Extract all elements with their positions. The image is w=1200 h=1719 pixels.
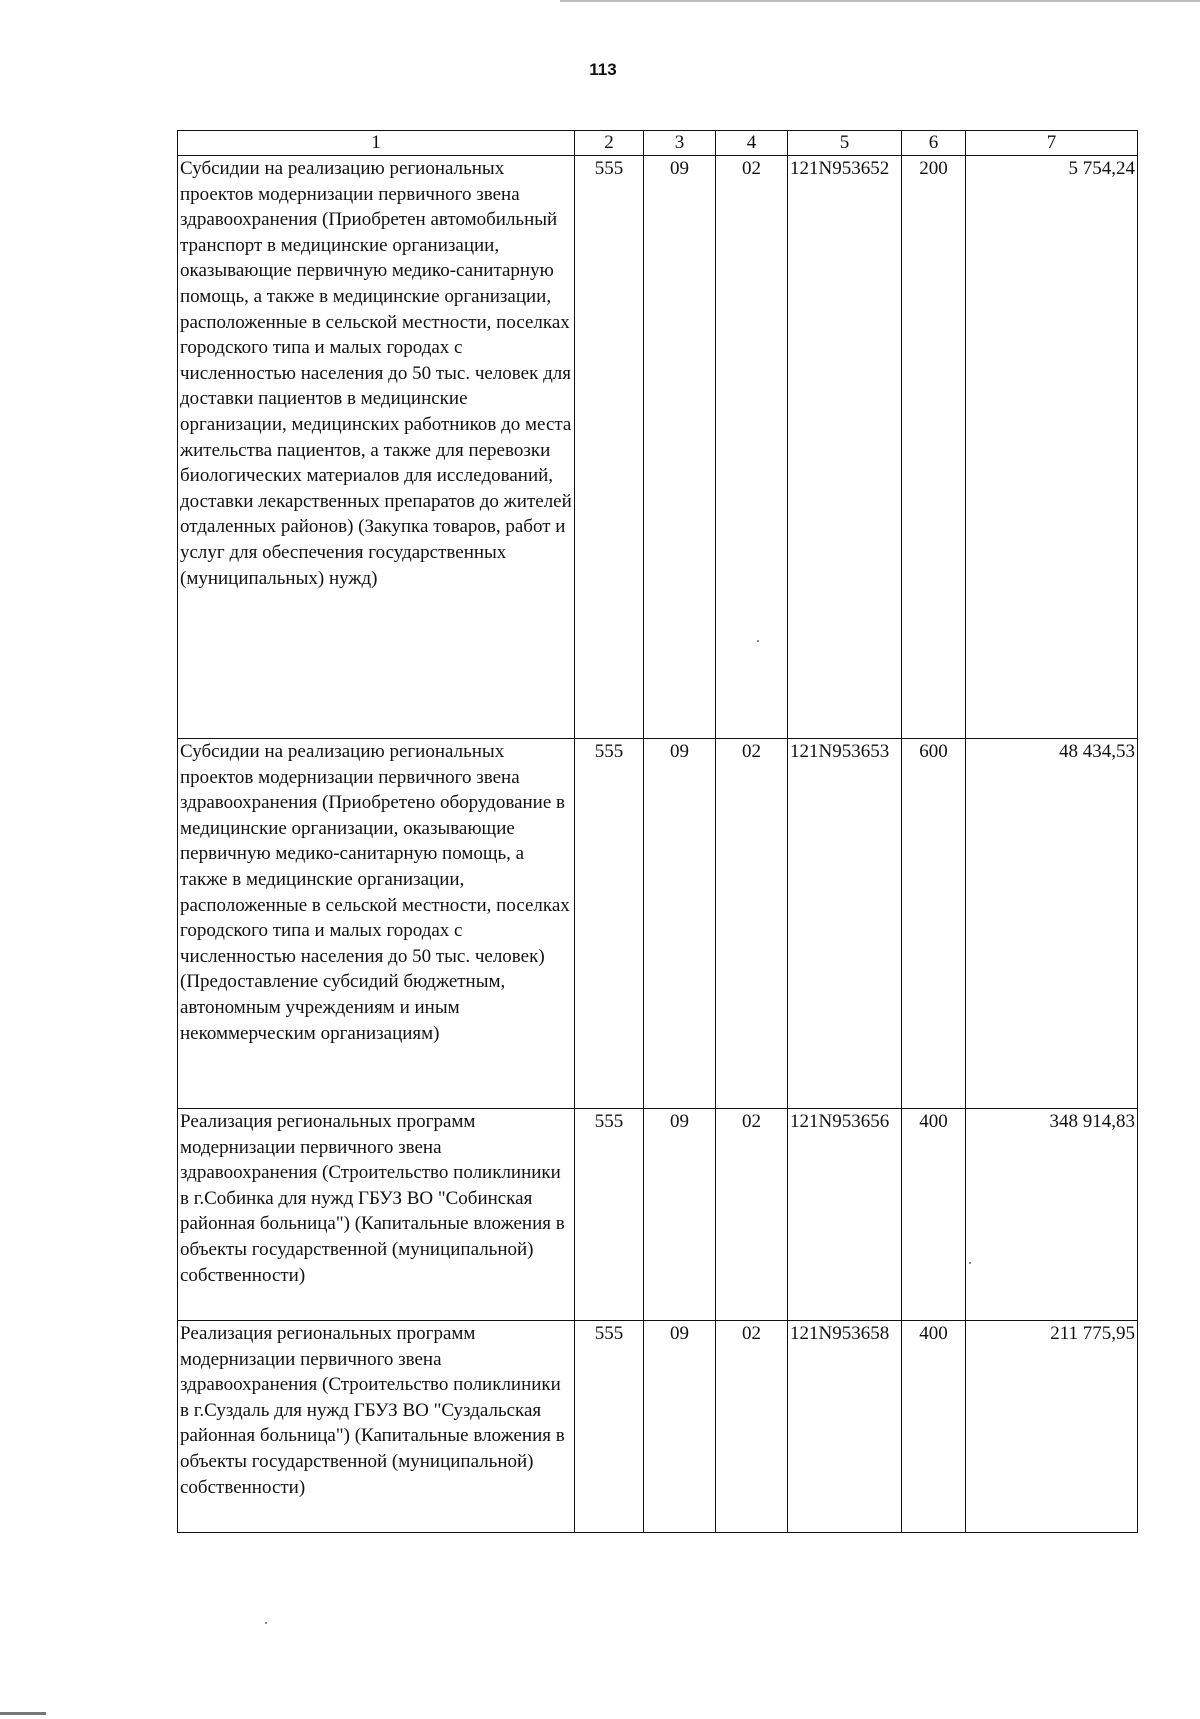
table-row (178, 1109, 1138, 1321)
header-col-7: 7 (966, 131, 1138, 156)
page-number: 113 (589, 60, 617, 79)
header-col-4: 4 (716, 131, 788, 156)
row-target-article: 121N953652 (788, 156, 902, 739)
header-col-3: 3 (644, 131, 716, 156)
scan-speck (969, 1262, 971, 1264)
header-row (178, 131, 1138, 156)
header-col-2: 2 (575, 131, 644, 156)
table-row (178, 739, 1138, 1109)
row-section-code: 09 (644, 156, 716, 739)
row-amount: 5 754,24 (966, 156, 1138, 739)
row-section-code: 09 (644, 1321, 716, 1533)
row-description: Субсидии на реализацию региональных проектов модернизации первичного звена здравоохранения (Приобретено оборудование в медицинские организации, оказывающие первичную медико-санитарную помощь, а также в медицинские организации, расположенные в сельской местности, поселках городского типа и малых городах с численностью населения до 50 тыс. человек) (Предоставление субсидий бюджетным, автономным учреждениям и иным некоммерческим организациям) (178, 739, 575, 1109)
row-amount: 48 434,53 (966, 739, 1138, 1109)
row-subsection-code: 02 (716, 1321, 788, 1533)
scan-top-rule (560, 0, 1200, 2)
table-header (178, 131, 1138, 156)
row-subsection-code: 02 (716, 1109, 788, 1321)
table-row (178, 1321, 1138, 1533)
row-expense-type: 600 (902, 739, 966, 1109)
row-ministry-code: 555 (575, 1109, 644, 1321)
row-subsection-code: 02 (716, 156, 788, 739)
row-description: Субсидии на реализацию региональных проектов модернизации первичного звена здравоохранения (Приобретен автомобильный транспорт в медицинские организации, оказывающие первичную медико-санитарную помощь, а также в медицинские организации, расположенные в сельской местности, поселках городского типа и малых городах с численностью населения до 50 тыс. человек для доставки пациентов в медицинские организации, медицинских работников до места жительства пациентов, а также для перевозки биологических материалов для исследований, доставки лекарственных препаратов до жителей отдаленных районов) (Закупка товаров, работ и услуг для обеспечения государственных (муниципальных) нужд) (178, 156, 575, 739)
header-col-6: 6 (902, 131, 966, 156)
row-ministry-code: 555 (575, 1321, 644, 1533)
row-ministry-code: 555 (575, 739, 644, 1109)
row-amount: 211 775,95 (966, 1321, 1138, 1533)
header-col-1: 1 (178, 131, 575, 156)
row-target-article: 121N953656 (788, 1109, 902, 1321)
budget-table (177, 130, 1138, 1533)
row-description: Реализация региональных программ модернизации первичного звена здравоохранения (Строительство поликлиники в г.Суздаль для нужд ГБУЗ ВО "Суздальская районная больница") (Капитальные вложения в объекты государственной (муниципальной) собственности) (178, 1321, 575, 1533)
scan-speck (265, 1622, 267, 1624)
row-expense-type: 400 (902, 1321, 966, 1533)
scan-bottom-mark (0, 1712, 46, 1715)
table-body (178, 156, 1138, 1533)
table-row (178, 156, 1138, 739)
row-section-code: 09 (644, 1109, 716, 1321)
scan-speck (757, 640, 759, 642)
row-target-article: 121N953658 (788, 1321, 902, 1533)
row-subsection-code: 02 (716, 739, 788, 1109)
row-section-code: 09 (644, 739, 716, 1109)
row-expense-type: 200 (902, 156, 966, 739)
row-target-article: 121N953653 (788, 739, 902, 1109)
row-description: Реализация региональных программ модернизации первичного звена здравоохранения (Строительство поликлиники в г.Собинка для нужд ГБУЗ ВО "Собинская районная больница") (Капитальные вложения в объекты государственной (муниципальной) собственности) (178, 1109, 575, 1321)
row-expense-type: 400 (902, 1109, 966, 1321)
row-amount: 348 914,83 (966, 1109, 1138, 1321)
row-ministry-code: 555 (575, 156, 644, 739)
header-col-5: 5 (788, 131, 902, 156)
